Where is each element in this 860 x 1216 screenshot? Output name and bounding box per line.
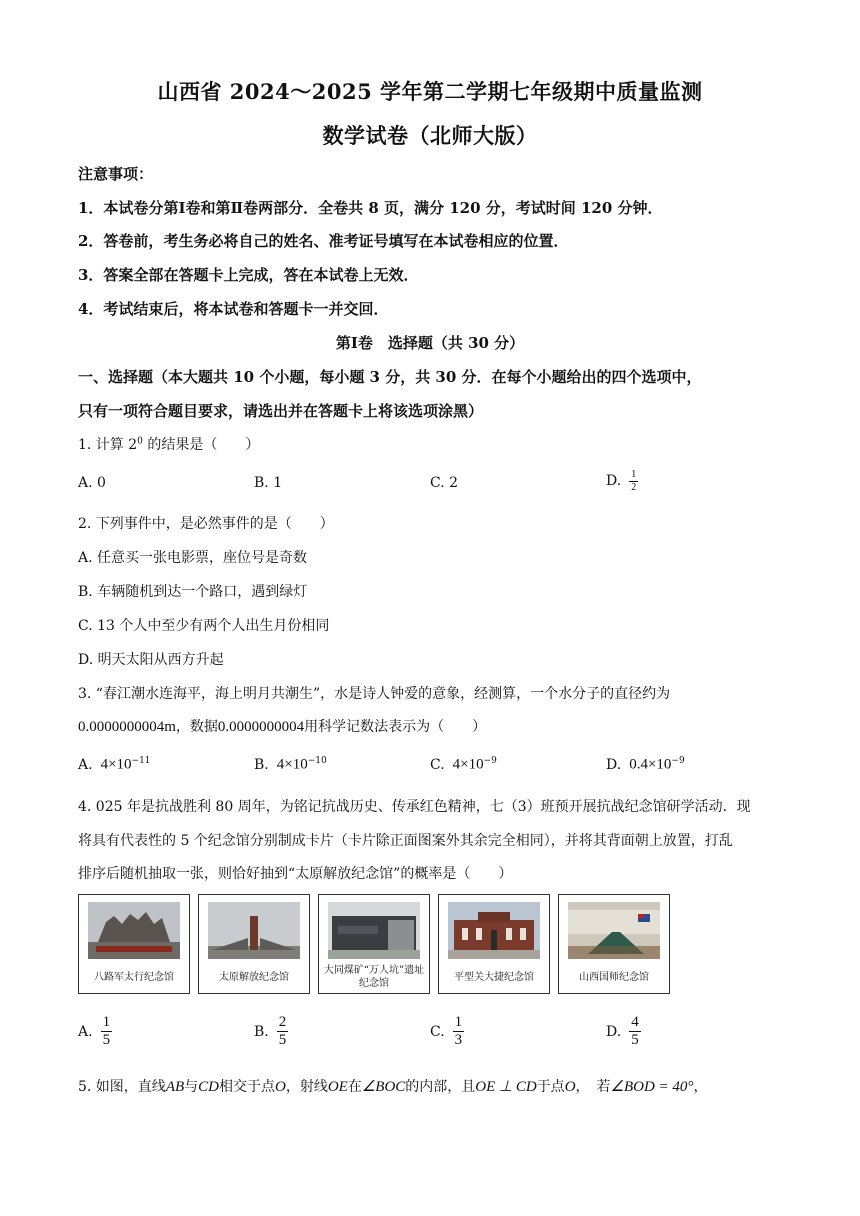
q4-option-b: [254, 1014, 288, 1050]
option-exponent: −9: [483, 756, 497, 766]
option-key: D.: [606, 473, 622, 489]
notice-item-3: 3．答案全部在答题卡上完成，答在本试卷上无效．: [78, 266, 419, 284]
q2-stem: 2. 下列事件中，是必然事件的是（ ）: [78, 516, 334, 532]
card-caption: 太原解放纪念馆: [219, 971, 289, 983]
card-caption: 平型关大捷纪念馆: [454, 971, 534, 983]
q3-stem-line2: [78, 716, 486, 736]
memorial-card: [78, 894, 190, 994]
option-exponent: −9: [671, 756, 685, 766]
q5-text: ，: [693, 1079, 708, 1095]
q1-option-c: [430, 475, 458, 491]
q2-option-a: A. 任意买一张电影票，座位号是奇数: [78, 550, 308, 566]
option-text: 2: [449, 475, 459, 491]
q3-text: ，数据: [175, 719, 218, 735]
memorial-photo-meeting-room: [568, 902, 660, 959]
option-key: A.: [78, 475, 93, 491]
point-o: O: [274, 1079, 286, 1095]
numerator: 4: [629, 1014, 641, 1032]
q1-option-d: [606, 469, 638, 493]
option-base: 4×10: [276, 756, 308, 773]
option-key: B.: [254, 1023, 269, 1040]
q4-option-d: [606, 1014, 641, 1050]
option-exponent: −10: [307, 756, 327, 766]
part1-title: 第Ⅰ卷 选择题（共 30 分）: [335, 334, 525, 352]
line-ab: AB: [165, 1079, 185, 1095]
option-key: D.: [606, 1023, 622, 1040]
numerator: 2: [277, 1014, 289, 1032]
line-cd: CD: [198, 1079, 219, 1095]
notice-item-2: 2．答卷前，考生务必将自己的姓名、准考证号填写在本试卷相应的位置．: [78, 232, 569, 250]
card-caption: 山西国师纪念馆: [579, 971, 649, 983]
card-caption: 八路军太行纪念馆: [94, 971, 174, 983]
q5-stem: [78, 1076, 707, 1096]
option-base: 0.4×10: [629, 756, 672, 773]
memorial-card: [318, 894, 430, 994]
ray-oe: OE: [327, 1079, 348, 1095]
q5-text: 与: [184, 1079, 199, 1095]
q3-option-d: [606, 756, 685, 774]
numerator: 1: [101, 1014, 113, 1032]
memorial-card: [558, 894, 670, 994]
q5-text: 相交于点: [218, 1079, 275, 1095]
option-fraction: [101, 1014, 113, 1050]
numerator: 1: [453, 1014, 465, 1032]
option-fraction: [629, 1014, 641, 1050]
option-base: 4×10: [452, 756, 484, 773]
exam-subtitle: 数学试卷（北师大版）: [322, 123, 538, 148]
denominator: 5: [631, 1032, 639, 1049]
card-caption: 大同煤矿“万人坑”遗址纪念馆: [323, 965, 425, 989]
q1-option-a: [78, 475, 106, 491]
q1-option-b: [254, 475, 282, 491]
angle-bod: ∠BOD = 40°: [610, 1079, 694, 1095]
notice-item-4: 4．考试结束后，将本试卷和答题卡一并交回．: [78, 300, 389, 318]
denominator: 5: [102, 1032, 111, 1049]
q1-stem-start: 1. 计算 2: [78, 437, 138, 453]
option-key: C.: [430, 756, 445, 773]
option-key: A.: [78, 756, 93, 773]
notice-item-1: 1．本试卷分第Ⅰ卷和第Ⅱ卷两部分．全卷共 8 页，满分 120 分，考试时间 120 分钟．: [78, 199, 663, 217]
option-key: C.: [430, 1023, 445, 1040]
option-key: A.: [78, 1023, 93, 1040]
q2-option-c: C. 13 个人中至少有两个人出生月份相同: [78, 618, 330, 634]
q5-text: 5. 如图，直线: [78, 1079, 166, 1095]
memorial-card: [438, 894, 550, 994]
q3-option-a: [78, 756, 151, 774]
option-exponent: −11: [131, 756, 151, 766]
q4-option-a: [78, 1014, 112, 1050]
section-instructions-line2: 只有一项符合题目要求，请选出并在答题卡上将该选项涂黑）: [78, 402, 484, 420]
memorial-cards: [78, 894, 678, 994]
option-fraction: [453, 1014, 465, 1050]
q1-fraction: [629, 469, 638, 493]
option-key: C.: [430, 475, 445, 491]
q1-exponent: 0: [137, 436, 143, 447]
q4-stem-line3: 排序后随机抽取一张，则恰好抽到“太原解放纪念馆”的概率是（ ）: [78, 866, 513, 882]
numerator: 1: [631, 469, 637, 480]
option-text: 0: [97, 475, 106, 491]
denominator: 2: [631, 481, 637, 493]
point-o: O: [564, 1079, 576, 1095]
q3-option-c: [430, 756, 497, 774]
q5-text: 于点: [536, 1079, 565, 1095]
q3-value-with-unit: 0.0000000004m: [78, 719, 176, 735]
option-base: 4×10: [100, 756, 132, 773]
memorial-card: [198, 894, 310, 994]
q4-option-c: [430, 1014, 464, 1050]
notice-heading: 注意事项：: [78, 165, 154, 183]
memorial-photo-building: [328, 902, 420, 959]
memorial-photo-monument: [208, 902, 300, 959]
q1-stem: [78, 434, 259, 454]
q5-text: 的内部，且: [405, 1079, 476, 1095]
q3-stem-line1: 3. “春江潮水连海平，海上明月共潮生”，水是诗人钟爱的意象，经测算，一个水分子的直径约为: [78, 686, 671, 702]
q3-text-end: 用科学记数法表示为（ ）: [304, 719, 487, 735]
section-instructions-line1: 一、选择题（本大题共 10 个小题，每小题 3 分，共 30 分．在每个小题给出的四个选项中，: [78, 368, 702, 386]
q1-stem-end: 的结果是（ ）: [142, 437, 260, 453]
q5-text: 在: [347, 1079, 362, 1095]
option-key: B.: [254, 756, 269, 773]
q2-option-b: B. 车辆随机到达一个路口，遇到绿灯: [78, 584, 308, 600]
perpendicular-relation: OE ⊥ CD: [475, 1079, 537, 1095]
memorial-photo-hall: [448, 902, 540, 959]
option-key: B.: [254, 475, 269, 491]
q5-text: ，射线: [285, 1079, 328, 1095]
q4-stem-line1: 4. 025 年是抗战胜利 80 周年，为铭记抗战历史、传承红色精神，七（3）班预开展抗战纪念馆研学活动．现: [78, 799, 751, 815]
q3-value: 0.0000000004: [217, 719, 305, 735]
q3-option-b: [254, 756, 327, 774]
angle-boc: ∠BOC: [361, 1079, 406, 1095]
exam-title: 山西省 2024～2025 学年第二学期七年级期中质量监测: [157, 79, 703, 104]
denominator: 5: [278, 1032, 287, 1049]
option-key: D.: [606, 756, 622, 773]
option-text: 1: [273, 475, 283, 491]
q4-stem-line2: 将具有代表性的 5 个纪念馆分别制成卡片（卡片除正面图案外其余完全相同），并将其背面朝上放置，打乱: [78, 833, 733, 849]
memorial-photo-statues: [88, 902, 180, 959]
denominator: 3: [454, 1032, 463, 1049]
option-fraction: [277, 1014, 289, 1050]
q2-option-d: D. 明天太阳从西方升起: [78, 652, 224, 668]
q5-text: ， 若: [575, 1079, 611, 1095]
